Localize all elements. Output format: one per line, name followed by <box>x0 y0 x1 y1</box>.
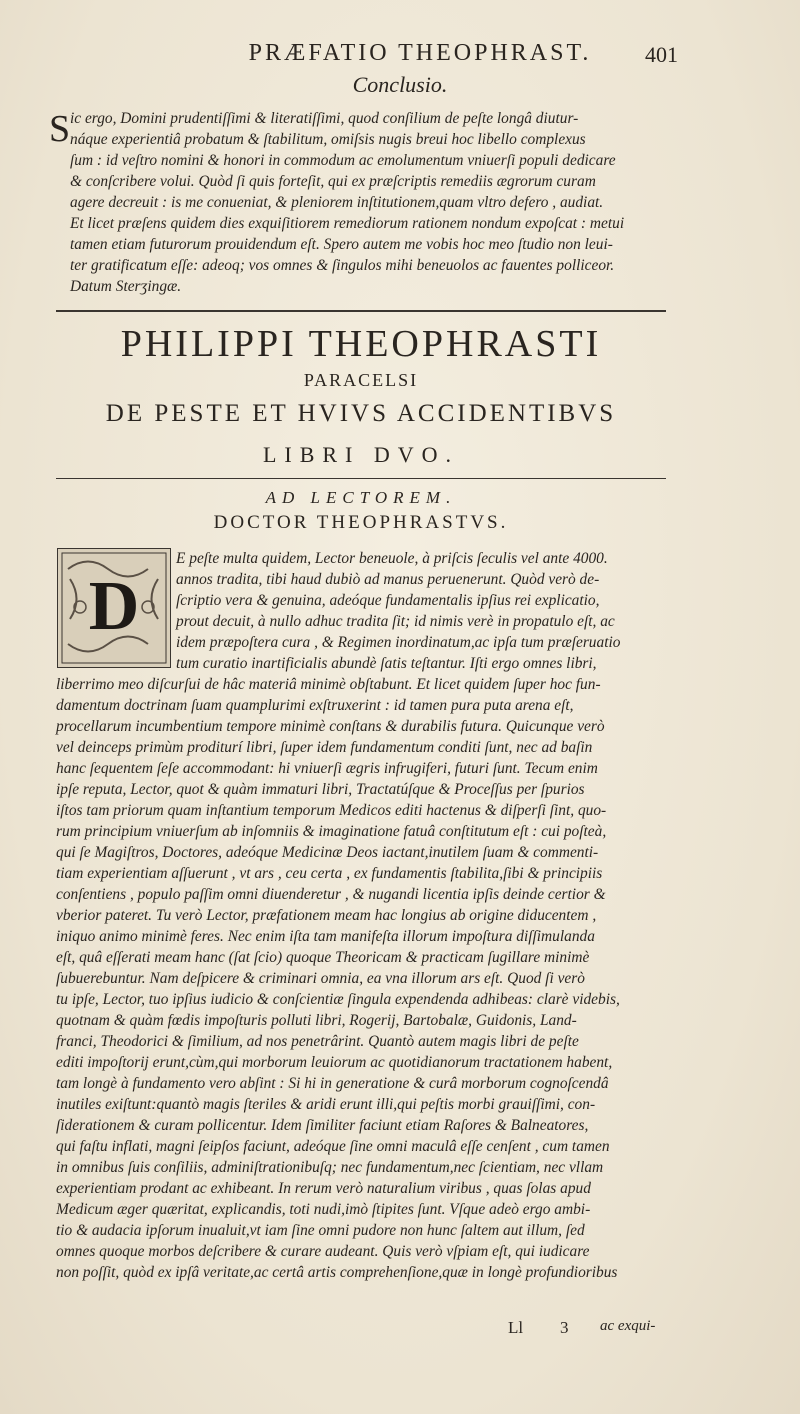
catchword: ac exqui- <box>600 1318 656 1334</box>
signature-mark: Ll <box>508 1318 524 1337</box>
text-line: liberrimo meo diſcurſui de hâc materiâ minimè obſtabunt. Et licet quidem ſuper hoc fun- <box>56 676 601 693</box>
title-line-3: DE PESTE ET HVIVS ACCIDENTIBVS <box>105 400 617 427</box>
text-line: tio & audacia ipſorum inualuit,vt iam ſine omni pudore non hunc ſaltem aut illum, ſed <box>56 1222 585 1239</box>
text-line: hanc ſequentem ſeſe accommodant: hi vniuerſi ægris infrugiferi, futuri ſunt. Tecum enim <box>56 760 598 777</box>
text-line: prout decuit, à nullo adhuc tradita ſit; id nimis verè in propatulo eſt, ac <box>176 613 615 630</box>
text-line: non poſſit, quòd ex ipſâ veritate,ac certâ artis comprehenſione,quæ in longè profundioribus <box>56 1264 618 1281</box>
preface-text <box>56 548 666 1283</box>
text-line: damentum doctrinam ſuam quamplurimi exſtruxerint : id tamen pura puta arena eſt, <box>56 697 574 714</box>
text-line: ſum : id veſtro nomini & honori in commodum ac emolumentum vniuerſi populi dedicare <box>70 152 616 169</box>
text-line: procellarum incumbentium tempore minimè conſtans & durabilis futura. Quicunque verò <box>56 718 605 735</box>
text-line: iſtos tam priorum quam inſtantium temporum Medicos editi hactenus & diſperſi ſint, quo- <box>56 802 607 819</box>
ad-lectorem-heading: AD LECTOREM. <box>265 488 457 507</box>
text-line: tum curatio inartificialis abundè ſatis teſtantur. Iſti ergo omnes libri, <box>176 655 597 672</box>
text-line: agere decreuit : is me conueniat, & pleniorem inſtitutionem,quam vltro defero , audiat. <box>70 194 604 211</box>
text-line: tam longè à fundamento vero abſint : Si hi in generatione & curâ morborum cognoſcendâ <box>56 1075 609 1092</box>
text-line: tiam experientiam aſſuerunt , vt ars , ceu certa , ex fundamentis ſtabilita,ſibi & principiis <box>56 865 603 882</box>
running-title: PRÆFATIO THEOPHRAST. <box>248 40 592 66</box>
text-line: vel deinceps primùm proditurí libri, ſuper idem fundamentum conditi ſunt, nec ad baſin <box>56 739 593 756</box>
text-line: idem præpoſtera cura , & Regimen inordinatum,ac ipſa tum præſeruatio <box>176 634 621 651</box>
text-line: ter gratificatum eſſe: adeoq; vos omnes & ſingulos mihi beneuolos ac fauentes polliceor. <box>70 257 615 274</box>
title-line-4: LIBRI DVO. <box>262 442 460 467</box>
text-line: ſiderationem & curam pollicentur. Idem ſimiliter faciunt etiam Raſores & Balneatores, <box>56 1117 589 1134</box>
text-line: qui ſe Magiſtros, Doctores, adeóque Medicinæ Deos iactant,inutilem ſuam & commenti- <box>56 844 599 861</box>
text-line: experientiam prodant ac exhibeant. In rerum verò naturalium viribus , quas ſolas apud <box>56 1180 591 1197</box>
text-line: E peſte multa quidem, Lector beneuole, à priſcis ſeculis vel ante 4000. <box>176 550 608 567</box>
text-line: náque experientiâ probatum & ſtabilitum, omiſsis nugis breui hoc libello complexus <box>70 131 586 148</box>
author-heading: DOCTOR THEOPHRASTVS. <box>213 512 509 533</box>
text-line: in omnibus ſuis conſiliis, adminiſtrationibuſq; nec fundamentum,nec ſcientiam, nec vllam <box>56 1159 604 1176</box>
text-line: Datum Sterʒingæ. <box>70 278 182 295</box>
text-line: qui faſtu inflati, magni ſeipſos faciunt, adeóque ſine omni maculâ eſſe cenſent , cum tamen <box>56 1138 610 1155</box>
top-rule <box>56 310 666 312</box>
text-line: franci, Theodorici & ſimilium, ad nos penetrârint. Quantò autem magis libri de peſte <box>56 1033 579 1050</box>
conclusio-heading: Conclusio. <box>352 72 448 97</box>
title-line-1: PHILIPPI THEOPHRASTI <box>120 323 602 365</box>
text-line: & conſcribere volui. Quòd ſi quis forteſit, qui ex præſcriptis remediis ægrorum curam <box>70 173 596 190</box>
text-line: eſt, quâ eſſerati meam hanc (ſat ſcio) quoque Theoricam & practicam ſugillare minimè <box>56 949 590 966</box>
text-line: ſcriptio vera & genuina, adeóque fundamentalis ipſius rei explicatio, <box>176 592 600 609</box>
text-line: ſubuerebuntur. Nam deſpicere & criminari omnia, ea vna illorum ars eſt. Quod ſi verò <box>56 970 585 987</box>
title-rule <box>56 478 666 479</box>
text-line: inutiles exiſtunt:quantò magis ſteriles & aridi erunt illi,qui peſtis morbi grauiſſimi, con- <box>56 1096 596 1113</box>
drop-initial-s: S <box>49 108 71 150</box>
text-line: ic ergo, Domini prudentiſſimi & literatiſſimi, quod conſilium de peſte longâ diutur- <box>70 110 579 127</box>
text-line: tu ipſe, Lector, tuo ipſius iudicio & conſcientiæ ſingula expendenda adhibeas: clarè videbis, <box>56 991 620 1008</box>
text-line: tamen etiam futurorum prouidendum eſt. Spero autem me vobis hoc meo ſtudio non leui- <box>70 236 613 253</box>
signature-number: 3 <box>560 1318 569 1337</box>
text-line: conſentiens , populo paſſim omni diuenderetur , & nugandi licentia ipſis deinde certior & <box>56 886 606 903</box>
text-line: ipſe reputa, Lector, quot & quàm immaturi libri, Tractatúſque & Proceſſus per ſpurios <box>56 781 585 798</box>
text-line: annos tradita, tibi haud dubiò ad manus peruenerunt. Quòd verò de- <box>176 571 600 588</box>
page-number: 401 <box>645 42 678 67</box>
conclusio-text <box>70 108 666 297</box>
text-line: rum principium vniuerſum ab inſomniis & imaginatione fatuâ conſtitutum eſt : cui poſteà, <box>56 823 607 840</box>
text-line: quotnam & quàm fœdis impoſturis polluti libri, Rogerij, Bartobalæ, Guidonis, Land- <box>56 1012 577 1029</box>
text-line: omnes quoque morbos deſcribere & curare audeant. Quis verò vſpiam eſt, qui iudicare <box>56 1243 590 1260</box>
title-line-2: PARACELSI <box>303 370 419 390</box>
text-line: editi impoſtorij erunt,cùm,qui morborum leuiorum ac quotidianorum tractationem habent, <box>56 1054 613 1071</box>
text-line: vberior pateret. Tu verò Lector, præfationem meam hac longius ab origine diducentem , <box>56 907 597 924</box>
initial-letter: D <box>88 568 140 645</box>
text-line: Et licet præſens quidem dies exquiſitiorem remediorum rationem nondum expoſcat : metui <box>70 215 625 232</box>
text-line: Medicum æger quæritat, explicandis, toti nudi,imò ſtipites ſunt. Vſque adeò ergo ambi- <box>56 1201 591 1218</box>
text-line: iniquo animo minimè feres. Nec enim iſta tam manifeſta illorum impoſtura diſſimulanda <box>56 928 595 945</box>
